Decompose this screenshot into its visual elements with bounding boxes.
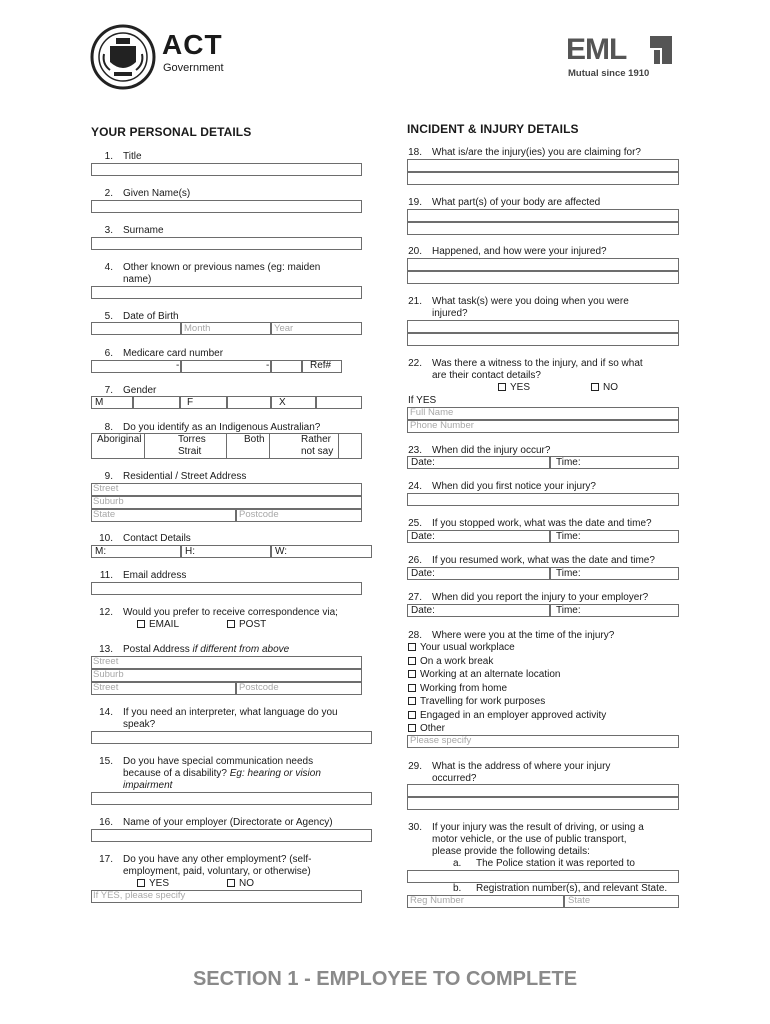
gender-f-option[interactable]: F	[180, 396, 227, 409]
q23-injury-occur-label: 23. When did the injury occur?	[408, 445, 551, 456]
q22-witness-label: 22. Was there a witness to the injury, and if so what are their contact details?	[408, 358, 643, 381]
witness-phone-placeholder: Phone Number	[410, 420, 474, 431]
residential-postcode-placeholder: Postcode	[239, 509, 279, 520]
indigenous-opt-aboriginal[interactable]: Aboriginal	[97, 434, 142, 445]
injury-claim-input-2[interactable]	[407, 172, 679, 185]
indigenous-opt-rather-not-say[interactable]: Rather not say	[301, 434, 334, 457]
gender-x-input[interactable]	[316, 396, 362, 409]
task-input-1[interactable]	[407, 320, 679, 333]
correspondence-post-checkbox[interactable]: POST	[227, 619, 266, 631]
other-employment-yes-checkbox[interactable]: YES	[137, 878, 169, 890]
correspondence-email-checkbox[interactable]: EMAIL	[137, 619, 179, 631]
other-employment-specify-placeholder: If YES, please specify	[93, 890, 186, 901]
postal-postcode-placeholder: Postcode	[239, 682, 279, 693]
medicare-sep-2: -	[266, 360, 270, 371]
q30b-text: Registration number(s), and relevant State.	[476, 883, 668, 894]
q17-other-employment-label: 17. Do you have any other employment? (self-employment, paid, voluntary, or otherwise)	[99, 854, 312, 877]
act-logo-subtext: Government	[163, 62, 224, 74]
witness-full-name-placeholder: Full Name	[410, 407, 454, 418]
police-station-input[interactable]	[407, 870, 679, 883]
indigenous-opt-both[interactable]: Both	[244, 434, 265, 445]
how-injured-input-2[interactable]	[407, 271, 679, 284]
q3-surname-label: 3. Surname	[104, 225, 164, 236]
location-usual-workplace-checkbox[interactable]: Your usual workplace	[408, 642, 515, 654]
q2-given-name-label: 2. Given Name(s)	[104, 188, 191, 199]
dob-year-placeholder: Year	[274, 323, 294, 334]
q26-resumed-work-label: 26. If you resumed work, what was the date and time?	[408, 555, 655, 566]
surname-input[interactable]	[91, 237, 362, 250]
witness-if-yes-label: If YES	[408, 395, 437, 406]
dob-month-placeholder: Month	[184, 323, 211, 334]
other-names-input[interactable]	[91, 286, 362, 299]
medicare-sep-1: -	[176, 360, 180, 371]
postal-suburb-placeholder: Suburb	[93, 669, 124, 680]
injury-claim-input-1[interactable]	[407, 159, 679, 172]
first-notice-input[interactable]	[407, 493, 679, 506]
personal-details-title: YOUR PERSONAL DETAILS	[91, 125, 252, 139]
q25-stopped-work-label: 25. If you stopped work, what was the date and time?	[408, 518, 652, 529]
q29-address-label: 29. What is the address of where your injury occurred?	[408, 761, 611, 784]
postal-suburb-input[interactable]	[91, 669, 362, 682]
communication-needs-input[interactable]	[91, 792, 372, 805]
location-alternate-checkbox[interactable]: Working at an alternate location	[408, 669, 560, 681]
how-injured-input-1[interactable]	[407, 258, 679, 271]
stopped-work-date-input[interactable]: Date:	[407, 530, 550, 543]
stopped-work-time-input[interactable]: Time:	[550, 530, 679, 543]
gender-m-option[interactable]: M	[91, 396, 133, 409]
q15-communication-label: 15. Do you have special communication needs because of a disability? Eg: hearing or vision impairment	[99, 756, 321, 791]
residential-street-input[interactable]	[91, 483, 362, 496]
q12-correspondence-label: 12. Would you prefer to receive correspondence via;	[99, 607, 338, 618]
q9-address-label: 9. Residential / Street Address	[104, 471, 247, 482]
indigenous-opt-torres-strait[interactable]: Torres Strait	[178, 434, 206, 457]
q30b-label: b.	[453, 883, 462, 894]
injury-address-input-1[interactable]	[407, 784, 679, 797]
gender-m-input[interactable]	[133, 396, 180, 409]
employer-name-input[interactable]	[91, 829, 372, 842]
q4-other-names-label: 4. Other known or previous names (eg: maiden name)	[104, 262, 321, 285]
email-input[interactable]	[91, 582, 362, 595]
q13-postal-label: 13. Postal Address if different from above	[99, 644, 290, 655]
q8-indigenous-label: 8. Do you identify as an Indigenous Australian?	[104, 422, 321, 433]
q18-injury-label: 18. What is/are the injury(ies) you are claiming for?	[408, 147, 641, 158]
q27-reported-label: 27. When did you report the injury to your employer?	[408, 592, 649, 603]
injury-occur-time-input[interactable]: Time:	[550, 456, 679, 469]
eml-logo	[562, 34, 682, 84]
resumed-work-date-input[interactable]: Date:	[407, 567, 550, 580]
residential-street-placeholder: Street	[93, 483, 119, 494]
q30a-label: a.	[453, 858, 462, 869]
postal-street-input[interactable]	[91, 656, 362, 669]
act-crest-icon	[90, 24, 156, 90]
location-work-break-checkbox[interactable]: On a work break	[408, 656, 493, 668]
eml-emblem-icon	[648, 34, 674, 66]
reported-date-input[interactable]: Date:	[407, 604, 550, 617]
q19-body-parts-label: 19. What part(s) of your body are affected	[408, 197, 601, 208]
task-input-2[interactable]	[407, 333, 679, 346]
reported-time-input[interactable]: Time:	[550, 604, 679, 617]
q16-employer-label: 16. Name of your employer (Directorate or Agency)	[99, 817, 333, 828]
registration-state-placeholder: State	[568, 895, 591, 906]
section-footer-title: SECTION 1 - EMPLOYEE TO COMPLETE	[192, 968, 578, 990]
dob-day-input[interactable]	[91, 322, 181, 335]
registration-number-placeholder: Reg Number	[410, 895, 464, 906]
postal-street2-placeholder: Street	[93, 682, 119, 693]
contact-home-input[interactable]: H:	[181, 545, 271, 558]
q6-medicare-label: 6. Medicare card number	[104, 348, 224, 359]
act-logo-text: ACT	[162, 29, 223, 60]
other-employment-no-checkbox[interactable]: NO	[227, 878, 254, 890]
location-approved-activity-checkbox[interactable]: Engaged in an employer approved activity	[408, 710, 606, 722]
body-parts-input-2[interactable]	[407, 222, 679, 235]
q21-task-label: 21. What task(s) were you doing when you were injured?	[408, 296, 629, 319]
q30a-text: The Police station it was reported to	[476, 858, 635, 869]
q11-email-label: 11. Email address	[99, 570, 187, 581]
location-specify-placeholder: Please specify	[410, 735, 472, 746]
act-government-logo	[88, 22, 228, 94]
medicare-input-2[interactable]	[181, 360, 271, 373]
q7-gender-label: 7. Gender	[104, 385, 157, 396]
incident-details-title: INCIDENT & INJURY DETAILS	[407, 122, 579, 136]
medicare-input-3[interactable]	[271, 360, 302, 373]
residential-suburb-placeholder: Suburb	[93, 496, 124, 507]
q30-vehicle-label: 30. If your injury was the result of driving, or using a motor vehicle, or the use of public transport, please provide the following details:	[408, 822, 644, 857]
residential-state-placeholder: State	[93, 509, 116, 520]
q5-dob-label: 5. Date of Birth	[104, 311, 179, 322]
given-names-input[interactable]	[91, 200, 362, 213]
witness-yes-checkbox[interactable]: YES	[498, 382, 530, 394]
q20-how-injured-label: 20. Happened, and how were your injured?	[408, 246, 607, 257]
medicare-input-1[interactable]	[91, 360, 181, 373]
medicare-ref-label: Ref#	[310, 360, 332, 371]
q1-title-label: 1. Title	[104, 151, 142, 162]
postal-street-placeholder: Street	[93, 656, 119, 667]
witness-no-checkbox[interactable]: NO	[591, 382, 618, 394]
title-input[interactable]	[91, 163, 362, 176]
body-parts-input-1[interactable]	[407, 209, 679, 222]
gender-f-input[interactable]	[227, 396, 271, 409]
eml-logo-text: EML	[566, 33, 627, 66]
injury-occur-date-input[interactable]: Date:	[407, 456, 550, 469]
q24-first-notice-label: 24. When did you first notice your injury?	[408, 481, 596, 492]
q14-interpreter-label: 14. If you need an interpreter, what language do you speak?	[99, 707, 338, 730]
contact-work-input[interactable]: W:	[271, 545, 372, 558]
location-other-checkbox[interactable]: Other	[408, 723, 445, 735]
q10-contact-label: 10. Contact Details	[99, 533, 191, 544]
resumed-work-time-input[interactable]: Time:	[550, 567, 679, 580]
injury-address-input-2[interactable]	[407, 797, 679, 810]
gender-x-option[interactable]: X	[271, 396, 316, 409]
location-travelling-checkbox[interactable]: Travelling for work purposes	[408, 696, 545, 708]
residential-suburb-input[interactable]	[91, 496, 362, 509]
location-home-checkbox[interactable]: Working from home	[408, 683, 507, 695]
interpreter-language-input[interactable]	[91, 731, 372, 744]
contact-mobile-input[interactable]: M:	[91, 545, 181, 558]
eml-tagline: Mutual since 1910	[568, 68, 650, 79]
q28-location-label: 28. Where were you at the time of the injury?	[408, 630, 615, 641]
